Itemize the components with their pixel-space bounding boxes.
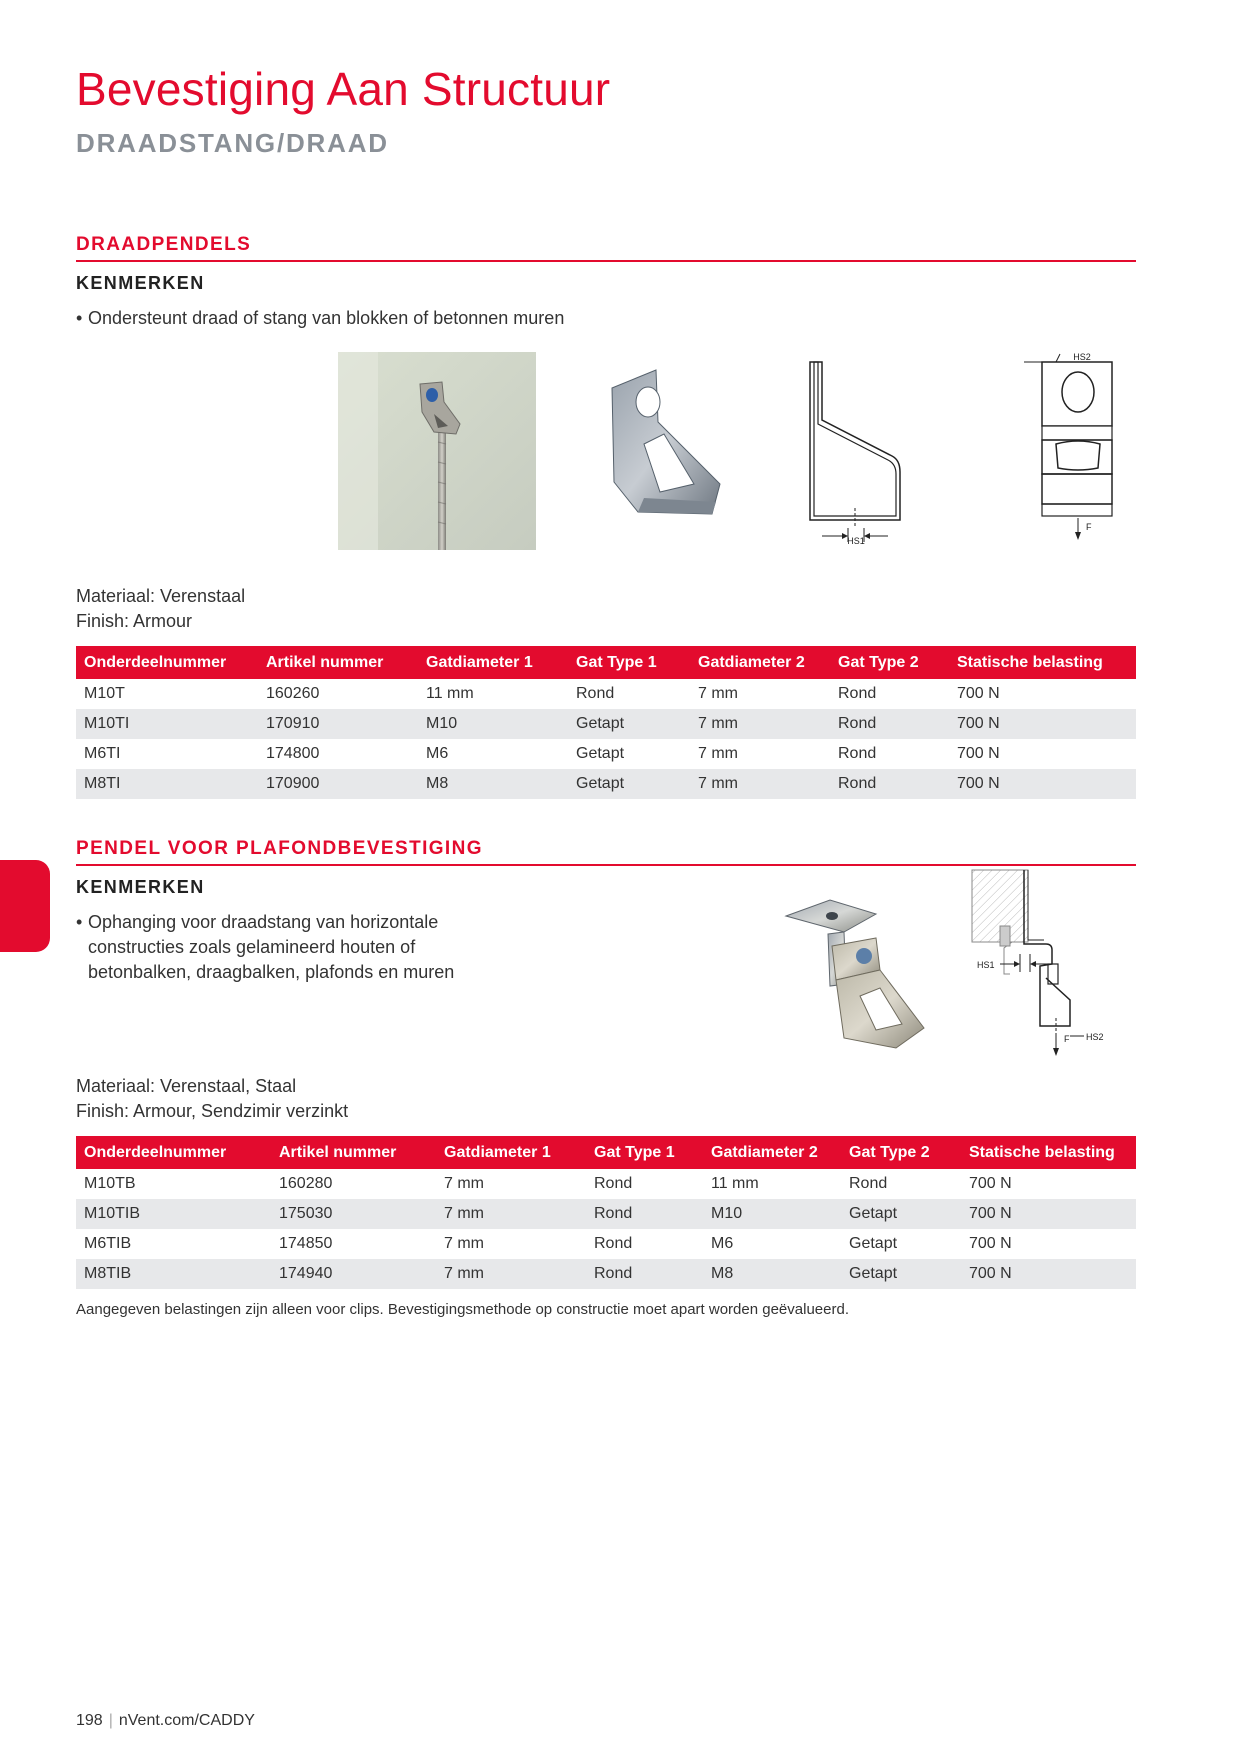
- front-view-diagram: [1020, 348, 1130, 548]
- product-photo-beam-clip: [784, 898, 934, 1054]
- table-row: [76, 1169, 1136, 1199]
- table-row: [76, 769, 1136, 799]
- load-disclaimer-note: Aangegeven belastingen zijn alleen voor clips. Bevestigingsmethode op constructie moet apart worden geëvalueerd.: [76, 1301, 849, 1318]
- feature-bullet: • Ophanging voor draadstang van horizontale constructies zoals gelamineerd houten of betonbalken, draagbalken, plafonds en muren: [76, 912, 455, 982]
- table-cell: Getapt: [568, 769, 690, 799]
- table-cell: Getapt: [849, 1235, 898, 1252]
- table-row: [76, 1259, 1136, 1289]
- table-cell: 11 mm: [711, 1175, 759, 1192]
- table-cell: M10TI: [76, 709, 258, 739]
- column-header: Gatdiameter 2: [703, 1136, 841, 1169]
- column-header: Gat Type 1: [568, 646, 690, 679]
- feature-bullet-line: Ophanging voor draadstang van horizontale: [88, 912, 439, 932]
- table-cell: Rond: [576, 685, 615, 702]
- table-cell: M6: [426, 745, 449, 762]
- spec-table-draadpendels: [76, 646, 1136, 799]
- table-cell: M10: [703, 1199, 841, 1229]
- material-text: Materiaal: Verenstaal: [76, 586, 246, 606]
- table-cell: 174940: [271, 1259, 436, 1289]
- column-header: Statische belasting: [961, 1136, 1136, 1169]
- table-cell: 7 mm: [690, 709, 830, 739]
- footer-separator: |: [108, 1712, 113, 1729]
- column-header: Gatdiameter 1: [418, 646, 568, 679]
- product-photo-installed: [338, 352, 536, 550]
- page-number: 198: [76, 1712, 103, 1729]
- column-header: Gat Type 2: [830, 646, 949, 679]
- table-cell: M6: [711, 1235, 734, 1252]
- table-cell: 175030: [271, 1199, 436, 1229]
- table-cell: 174800: [266, 745, 320, 762]
- table-cell: M10TB: [84, 1175, 136, 1192]
- table-cell: 700 N: [961, 1199, 1136, 1229]
- footer-site-link[interactable]: nVent.com/CADDY: [118, 1712, 255, 1729]
- f-label: F: [1064, 1034, 1070, 1044]
- table-cell: 7 mm: [698, 685, 738, 702]
- table-cell: 700 N: [969, 1175, 1012, 1192]
- page-subtitle: DRAADSTANG/DRAAD: [76, 128, 389, 158]
- side-view-diagram: [800, 360, 910, 550]
- table-cell: 7 mm: [690, 769, 830, 799]
- column-header: Gatdiameter 1: [436, 1136, 586, 1169]
- table-cell: 170900: [258, 769, 418, 799]
- table-cell: Rond: [849, 1175, 888, 1192]
- table-cell: 700 N: [969, 1235, 1012, 1252]
- table-cell: Getapt: [841, 1259, 961, 1289]
- table-cell: Rond: [594, 1175, 633, 1192]
- table-cell: 160280: [279, 1175, 333, 1192]
- table-cell: Rond: [594, 1235, 633, 1252]
- page-footer: [76, 1712, 255, 1730]
- table-cell: Rond: [838, 685, 877, 702]
- table-cell: 174850: [279, 1235, 333, 1252]
- table-cell: M8TIB: [76, 1259, 271, 1289]
- table-cell: M10: [418, 709, 568, 739]
- product-photo-clip: [608, 362, 726, 520]
- table-row: [76, 739, 1136, 769]
- table-row: [76, 1199, 1136, 1229]
- table-header-row: [76, 1136, 1136, 1169]
- table-cell: Rond: [838, 745, 877, 762]
- column-header: Artikel nummer: [271, 1136, 436, 1169]
- hs2-label: HS2: [1073, 352, 1091, 362]
- table-cell: M10T: [84, 685, 125, 702]
- finish-text: Finish: Armour: [76, 611, 193, 631]
- hs1-label: HS1: [977, 960, 995, 970]
- table-cell: Rond: [830, 769, 949, 799]
- table-cell: 7 mm: [436, 1199, 586, 1229]
- f-label: F: [1086, 522, 1092, 532]
- column-header: Onderdeelnummer: [76, 1136, 271, 1169]
- table-cell: 7 mm: [444, 1235, 484, 1252]
- table-cell: 7 mm: [444, 1175, 484, 1192]
- table-cell: M6TI: [84, 745, 121, 762]
- column-header: Gatdiameter 2: [690, 646, 830, 679]
- table-cell: Rond: [586, 1199, 703, 1229]
- feature-bullet-text: Ondersteunt draad of stang van blokken of betonnen muren: [88, 308, 565, 328]
- table-cell: M8: [418, 769, 568, 799]
- table-header-row: [76, 646, 1136, 679]
- table-cell: 700 N: [949, 769, 1136, 799]
- column-header: Gat Type 1: [586, 1136, 703, 1169]
- section-heading-draadpendels: DRAADPENDELS: [76, 234, 1136, 262]
- table-cell: 700 N: [957, 745, 1000, 762]
- table-cell: 7 mm: [698, 745, 738, 762]
- hs1-label: HS1: [847, 536, 865, 546]
- table-cell: Getapt: [841, 1199, 961, 1229]
- feature-bullet-line: betonbalken, draagbalken, plafonds en muren: [88, 962, 455, 982]
- features-label: KENMERKEN: [76, 877, 205, 897]
- table-cell: 11 mm: [426, 685, 474, 702]
- table-cell: Getapt: [568, 709, 690, 739]
- column-header: Artikel nummer: [258, 646, 418, 679]
- material-text: Materiaal: Verenstaal, Staal: [76, 1076, 297, 1096]
- column-header: Gat Type 2: [841, 1136, 961, 1169]
- column-header: Onderdeelnummer: [76, 646, 258, 679]
- hs2-label: HS2: [1086, 1032, 1104, 1042]
- table-cell: 160260: [266, 685, 320, 702]
- features-label: KENMERKEN: [76, 273, 205, 293]
- ceiling-clip-diagram: [960, 868, 1130, 1068]
- table-cell: 700 N: [949, 709, 1136, 739]
- table-row: [76, 1229, 1136, 1259]
- table-cell: 700 N: [961, 1259, 1136, 1289]
- spec-table-plafondbevestiging: [76, 1136, 1136, 1289]
- table-cell: 7 mm: [436, 1259, 586, 1289]
- table-row: [76, 679, 1136, 709]
- chapter-tab: [0, 860, 50, 952]
- table-row: [76, 709, 1136, 739]
- table-cell: M8: [703, 1259, 841, 1289]
- table-cell: 700 N: [957, 685, 1000, 702]
- feature-bullet-line: constructies zoals gelamineerd houten of: [88, 937, 416, 957]
- table-cell: M10TIB: [76, 1199, 271, 1229]
- feature-bullet: • Ondersteunt draad of stang van blokken of betonnen muren: [76, 308, 565, 328]
- section-heading-plafondbevestiging: PENDEL VOOR PLAFONDBEVESTIGING: [76, 838, 1136, 866]
- table-cell: M6TIB: [84, 1235, 132, 1252]
- table-cell: Rond: [586, 1259, 703, 1289]
- table-cell: Rond: [830, 709, 949, 739]
- table-cell: M8TI: [76, 769, 258, 799]
- table-cell: Getapt: [576, 745, 625, 762]
- table-cell: 170910: [258, 709, 418, 739]
- column-header: Statische belasting: [949, 646, 1136, 679]
- page-title: Bevestiging Aan Structuur: [76, 63, 611, 115]
- finish-text: Finish: Armour, Sendzimir verzinkt: [76, 1101, 349, 1121]
